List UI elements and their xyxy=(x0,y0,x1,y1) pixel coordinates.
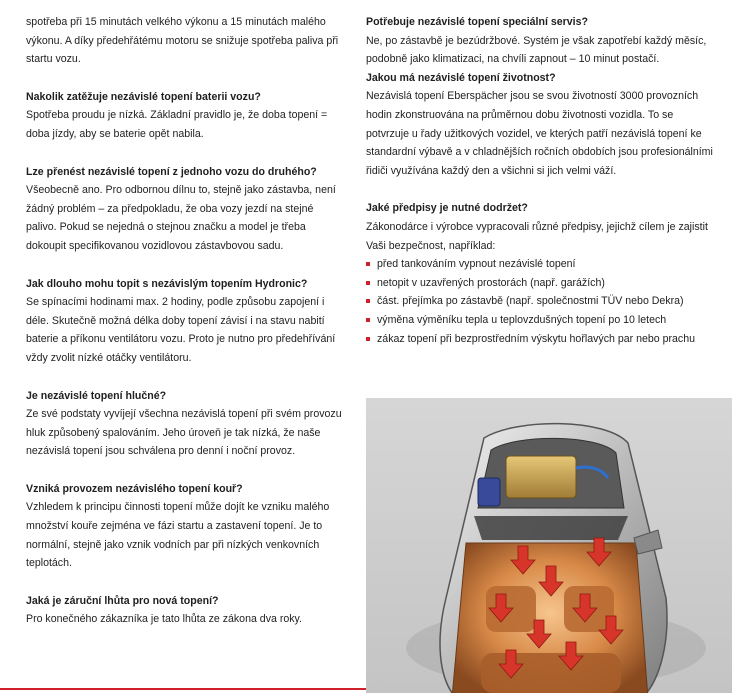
list-item-text: zákaz topení při bezprostředním výskytu hořlavých par nebo prachu xyxy=(377,332,695,345)
faq-item-transfer xyxy=(26,163,346,256)
list-item xyxy=(366,255,716,274)
faq-item-battery xyxy=(26,88,346,144)
bullet-square-icon xyxy=(366,281,370,285)
faq-answer: Se spínacími hodinami max. 2 hodiny, podle způsobu zapojení i déle. Skutečně možná délka doby topení závisí i na stavu nabití baterie a příkonu ventilátoru vozu. Proto je nutno pro předehřívání vždy zvolit nízké otáčky ventilátoru. xyxy=(26,296,336,364)
faq-answer: Všeobecně ano. Pro odbornou dílnu to, stejně jako zástavba, není žádný problém – za předpokladu, že oba vozy jezdí na stejné palivo. Pokud se nejedná o stejnou značku a model je třeba dokoupit specifikovanou vozidlovou zástavbovou sadu. xyxy=(26,184,336,252)
faq-item-smoke xyxy=(26,480,346,573)
faq-answer: Spotřeba proudu je nízká. Základní pravidlo je, že doba topení = doba jízdy, aby se baterie opět nabila. xyxy=(26,109,328,140)
faq-item-duration xyxy=(26,275,346,368)
right-column xyxy=(366,13,716,348)
faq-item-regulations xyxy=(366,199,716,348)
list-item-text: netopit v uzavřených prostorách (např. garážích) xyxy=(377,276,605,289)
intro-text: spotřeba při 15 minutách velkého výkonu a 15 minutách malého výkonu. A díky předehřátému motoru se snižuje spotřeba paliva při startu vozu. xyxy=(26,16,339,66)
car-cutaway-graphic xyxy=(366,398,732,693)
list-item xyxy=(366,274,716,293)
regulations-list xyxy=(366,255,716,348)
faq-item-noise xyxy=(26,387,346,461)
bottom-divider xyxy=(0,688,366,690)
car-heating-illustration xyxy=(366,398,732,693)
faq-question: Je nezávislé topení hlučné? xyxy=(26,389,167,402)
faq-item-service xyxy=(366,13,716,69)
faq-question: Jaké předpisy je nutné dodržet? xyxy=(366,202,528,215)
list-item-text: před tankováním vypnout nezávislé topení xyxy=(377,258,576,271)
faq-question: Lze přenést nezávislé topení z jednoho vozu do druhého? xyxy=(26,165,317,178)
left-column xyxy=(26,13,346,629)
faq-question: Jakou má nezávislé topení životnost? xyxy=(366,71,556,84)
faq-answer: Ne, po zástavbě je bezúdržbové. Systém je však zapotřebí každý měsíc, podobně jako klimatizaci, na chvíli zapnout – 10 minut postačí. xyxy=(366,34,707,66)
faq-answer: Pro konečného zákazníka je tato lhůta ze zákona dva roky. xyxy=(26,613,302,626)
list-item-text: výměna výměníku tepla u teplovzdušných topení po 10 letech xyxy=(377,313,667,326)
faq-question: Potřebuje nezávislé topení speciální servis? xyxy=(366,16,588,28)
faq-question: Vzniká provozem nezávislého topení kouř? xyxy=(26,482,243,495)
list-item-text: část. přejímka po zástavbě (např. společnostmi TÜV nebo Dekra) xyxy=(377,295,684,308)
faq-answer: Nezávislá topení Eberspächer jsou se svou životností 3000 provozních hodin zkonstruována na průměrnou dobu životnosti vozidla. To se potvrzuje u řady užitkových vozidel, ve kterých patří nezávislá topení ke standardní výbavě a v chladnějších ročních obdobích jsou profesionálními řidiči využívána každý den a všichni si jich velmi váží. xyxy=(366,90,713,177)
regulations-intro: Zákonodárce i výrobce vypracovali různé předpisy, jejichž cílem je zajistit Vaši bezpečnost, například: xyxy=(366,220,708,252)
faq-item-warranty xyxy=(26,592,346,629)
faq-question: Jaká je záruční lhůta pro nová topení? xyxy=(26,594,219,607)
faq-answer: Vzhledem k principu činnosti topení může dojít ke vzniku malého množství kouře zejména ve fázi startu a zastavení topení. Je to normální, stejně jako vznik vodních par při nízkých venkovních teplotách. xyxy=(26,501,330,570)
list-item xyxy=(366,330,716,349)
bullet-square-icon xyxy=(366,299,370,303)
intro-paragraph xyxy=(26,13,346,69)
list-item xyxy=(366,311,716,330)
faq-item-lifetime xyxy=(366,69,716,181)
bullet-square-icon xyxy=(366,337,370,341)
list-item xyxy=(366,292,716,311)
bullet-square-icon xyxy=(366,262,370,266)
faq-question: Jak dlouho mohu topit s nezávislým topením Hydronic? xyxy=(26,277,308,290)
faq-question: Nakolik zatěžuje nezávislé topení baterii vozu? xyxy=(26,90,261,103)
faq-answer: Ze své podstaty vyvíjejí všechna nezávislá topení při svém provozu hluk způsobený spalováním. Jeho úroveň je tak nízká, že naše nezávislá topení jsou schválena pro denní i noční provoz. xyxy=(26,408,342,458)
bullet-square-icon xyxy=(366,318,370,322)
